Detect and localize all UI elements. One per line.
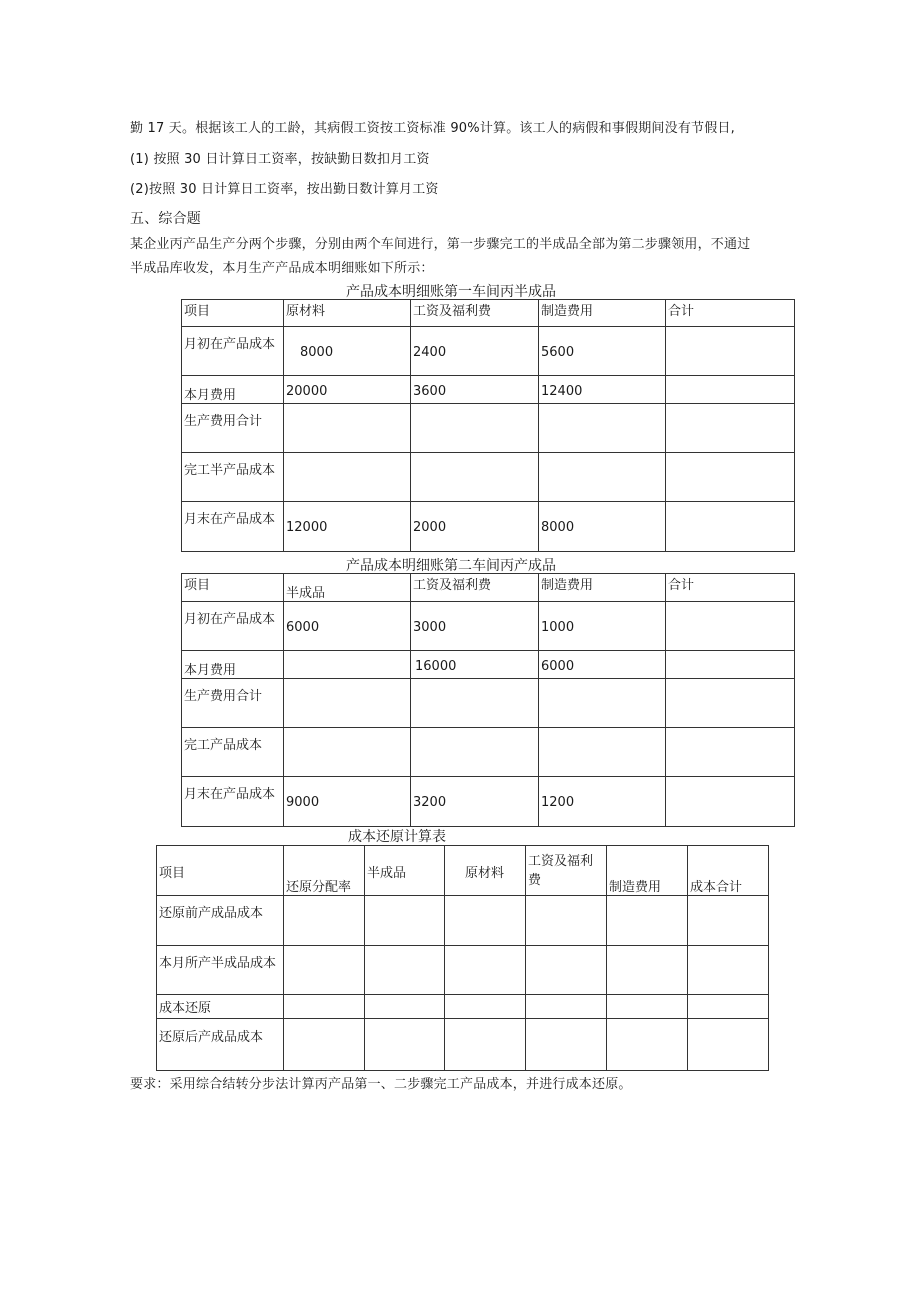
header-overhead: 制造费用 bbox=[539, 300, 666, 327]
table-row bbox=[182, 502, 795, 552]
cell-value[interactable] bbox=[284, 946, 365, 995]
cell-value[interactable] bbox=[445, 995, 526, 1019]
header-wages: 工资及福利费 bbox=[411, 300, 539, 327]
cell-value[interactable]: 2400 bbox=[411, 327, 539, 376]
table1-header-row bbox=[182, 300, 795, 327]
table-row bbox=[182, 602, 795, 651]
cell-value[interactable] bbox=[688, 1019, 769, 1071]
table2-caption: 产品成本明细账第二车间丙产成品 bbox=[346, 558, 556, 574]
row-label: 本月费用 bbox=[182, 651, 284, 679]
header-wages-line1: 工资及福利 bbox=[528, 854, 594, 869]
cell-value[interactable] bbox=[445, 946, 526, 995]
cell-value[interactable]: 6000 bbox=[539, 651, 666, 679]
header-item: 项目 bbox=[182, 300, 284, 327]
row-label: 月初在产品成本 bbox=[182, 602, 284, 651]
intro-line-2: (1) 按照 30 日计算日工资率，按缺勤日数扣月工资 bbox=[130, 152, 430, 167]
cell-value[interactable]: 6000 bbox=[284, 602, 411, 651]
cell-value[interactable]: 16000 bbox=[411, 651, 539, 679]
table-row bbox=[157, 896, 769, 946]
cell-value[interactable] bbox=[284, 995, 365, 1019]
cell-value[interactable] bbox=[365, 896, 445, 946]
header-wages: 工资及福利费 bbox=[411, 574, 539, 602]
cell-value[interactable] bbox=[607, 896, 688, 946]
cell-value[interactable] bbox=[666, 404, 795, 453]
section-title: 五、综合题 bbox=[130, 211, 201, 227]
requirement-text: 要求：采用综合结转分步法计算丙产品第一、二步骤完工产品成本，并进行成本还原。 bbox=[130, 1077, 632, 1092]
row-label: 生产费用合计 bbox=[182, 404, 284, 453]
cell-value[interactable]: 20000 bbox=[284, 376, 411, 404]
cell-value[interactable] bbox=[411, 679, 539, 728]
header-total: 合计 bbox=[666, 300, 795, 327]
cell-value[interactable] bbox=[666, 602, 795, 651]
cell-value[interactable]: 12000 bbox=[284, 502, 411, 552]
cell-value[interactable] bbox=[445, 1019, 526, 1071]
header-restore-rate: 还原分配率 bbox=[284, 846, 365, 896]
cell-value[interactable] bbox=[411, 453, 539, 502]
cell-value[interactable] bbox=[526, 946, 607, 995]
cell-value[interactable] bbox=[688, 995, 769, 1019]
row-label: 还原前产成品成本 bbox=[157, 896, 284, 946]
header-item: 项目 bbox=[182, 574, 284, 602]
cell-value[interactable] bbox=[539, 404, 666, 453]
cell-value[interactable] bbox=[526, 995, 607, 1019]
cell-value[interactable] bbox=[284, 453, 411, 502]
table2-workshop2 bbox=[181, 573, 795, 827]
cell-value[interactable]: 9000 bbox=[284, 777, 411, 827]
header-materials: 原材料 bbox=[284, 300, 411, 327]
cell-value[interactable]: 3000 bbox=[411, 602, 539, 651]
table-row bbox=[182, 453, 795, 502]
cell-value[interactable] bbox=[284, 728, 411, 777]
intro-line-1: 勤 17 天。根据该工人的工龄，其病假工资按工资标准 90%计算。该工人的病假和事假期间没有节假日, bbox=[130, 121, 735, 136]
header-semi-finished: 半成品 bbox=[365, 846, 445, 896]
cell-value[interactable]: 1000 bbox=[539, 602, 666, 651]
cell-value[interactable] bbox=[666, 651, 795, 679]
cell-value[interactable] bbox=[365, 946, 445, 995]
header-cost-total: 成本合计 bbox=[688, 846, 769, 896]
cell-value[interactable] bbox=[607, 995, 688, 1019]
intro-line-3: (2)按照 30 日计算日工资率，按出勤日数计算月工资 bbox=[130, 182, 439, 197]
row-label: 月末在产品成本 bbox=[182, 777, 284, 827]
row-label: 本月费用 bbox=[182, 376, 284, 404]
cell-value[interactable] bbox=[688, 896, 769, 946]
cell-value[interactable] bbox=[666, 376, 795, 404]
table3-caption: 成本还原计算表 bbox=[348, 829, 446, 845]
row-label: 还原后产成品成本 bbox=[157, 1019, 284, 1071]
row-label: 本月所产半成品成本 bbox=[157, 946, 284, 995]
problem-para-1: 某企业丙产品生产分两个步骤，分别由两个车间进行，第一步骤完工的半成品全部为第二步骤领用，不通过 bbox=[130, 237, 751, 252]
table1-workshop1 bbox=[181, 299, 795, 552]
cell-value[interactable] bbox=[607, 1019, 688, 1071]
cell-value[interactable] bbox=[526, 896, 607, 946]
cell-value[interactable] bbox=[666, 728, 795, 777]
row-label: 完工半产品成本 bbox=[182, 453, 284, 502]
row-label: 生产费用合计 bbox=[182, 679, 284, 728]
table-row bbox=[157, 995, 769, 1019]
table-row bbox=[182, 679, 795, 728]
table-row bbox=[182, 728, 795, 777]
cell-value[interactable] bbox=[666, 327, 795, 376]
table-row bbox=[182, 777, 795, 827]
cell-value[interactable] bbox=[365, 1019, 445, 1071]
cell-value[interactable] bbox=[284, 651, 411, 679]
header-wages bbox=[526, 846, 607, 896]
cell-value[interactable]: 8000 bbox=[284, 327, 411, 376]
header-item: 项目 bbox=[157, 846, 284, 896]
table1-caption: 产品成本明细账第一车间丙半成品 bbox=[346, 284, 556, 300]
cell-value[interactable]: 2000 bbox=[411, 502, 539, 552]
cell-value[interactable] bbox=[411, 728, 539, 777]
cell-value[interactable] bbox=[284, 1019, 365, 1071]
cell-value[interactable]: 3600 bbox=[411, 376, 539, 404]
header-overhead: 制造费用 bbox=[539, 574, 666, 602]
table-row bbox=[182, 651, 795, 679]
table-row bbox=[182, 327, 795, 376]
cell-value[interactable] bbox=[539, 679, 666, 728]
table-row bbox=[157, 946, 769, 995]
header-wages-line2: 费 bbox=[528, 873, 542, 888]
table-row bbox=[182, 376, 795, 404]
cell-value[interactable] bbox=[284, 679, 411, 728]
table3-cost-restoration bbox=[156, 845, 769, 1071]
row-label: 月初在产品成本 bbox=[182, 327, 284, 376]
table3-header-row bbox=[157, 846, 769, 896]
table2-header-row bbox=[182, 574, 795, 602]
header-semi-finished: 半成品 bbox=[284, 574, 411, 602]
header-materials: 原材料 bbox=[445, 846, 526, 896]
cell-value[interactable]: 3200 bbox=[411, 777, 539, 827]
table-row bbox=[182, 404, 795, 453]
cell-value[interactable]: 8000 bbox=[539, 502, 666, 552]
header-total: 合计 bbox=[666, 574, 795, 602]
table-row bbox=[157, 1019, 769, 1071]
cell-value[interactable]: 1200 bbox=[539, 777, 666, 827]
cell-value[interactable] bbox=[666, 679, 795, 728]
cell-value[interactable] bbox=[445, 896, 526, 946]
cell-value[interactable] bbox=[365, 995, 445, 1019]
cell-value[interactable] bbox=[607, 946, 688, 995]
header-overhead: 制造费用 bbox=[607, 846, 688, 896]
cell-value[interactable] bbox=[284, 896, 365, 946]
cell-value[interactable]: 5600 bbox=[539, 327, 666, 376]
cell-value[interactable] bbox=[539, 728, 666, 777]
cell-value[interactable] bbox=[666, 453, 795, 502]
cell-value[interactable]: 12400 bbox=[539, 376, 666, 404]
cell-value[interactable] bbox=[284, 404, 411, 453]
cell-value[interactable] bbox=[666, 777, 795, 827]
problem-para-2: 半成品库收发，本月生产产品成本明细账如下所示： bbox=[130, 261, 434, 276]
cell-value[interactable] bbox=[539, 453, 666, 502]
cell-value[interactable] bbox=[526, 1019, 607, 1071]
cell-value[interactable] bbox=[688, 946, 769, 995]
row-label: 月末在产品成本 bbox=[182, 502, 284, 552]
row-label: 完工产品成本 bbox=[182, 728, 284, 777]
row-label: 成本还原 bbox=[157, 995, 284, 1019]
cell-value[interactable] bbox=[411, 404, 539, 453]
cell-value[interactable] bbox=[666, 502, 795, 552]
